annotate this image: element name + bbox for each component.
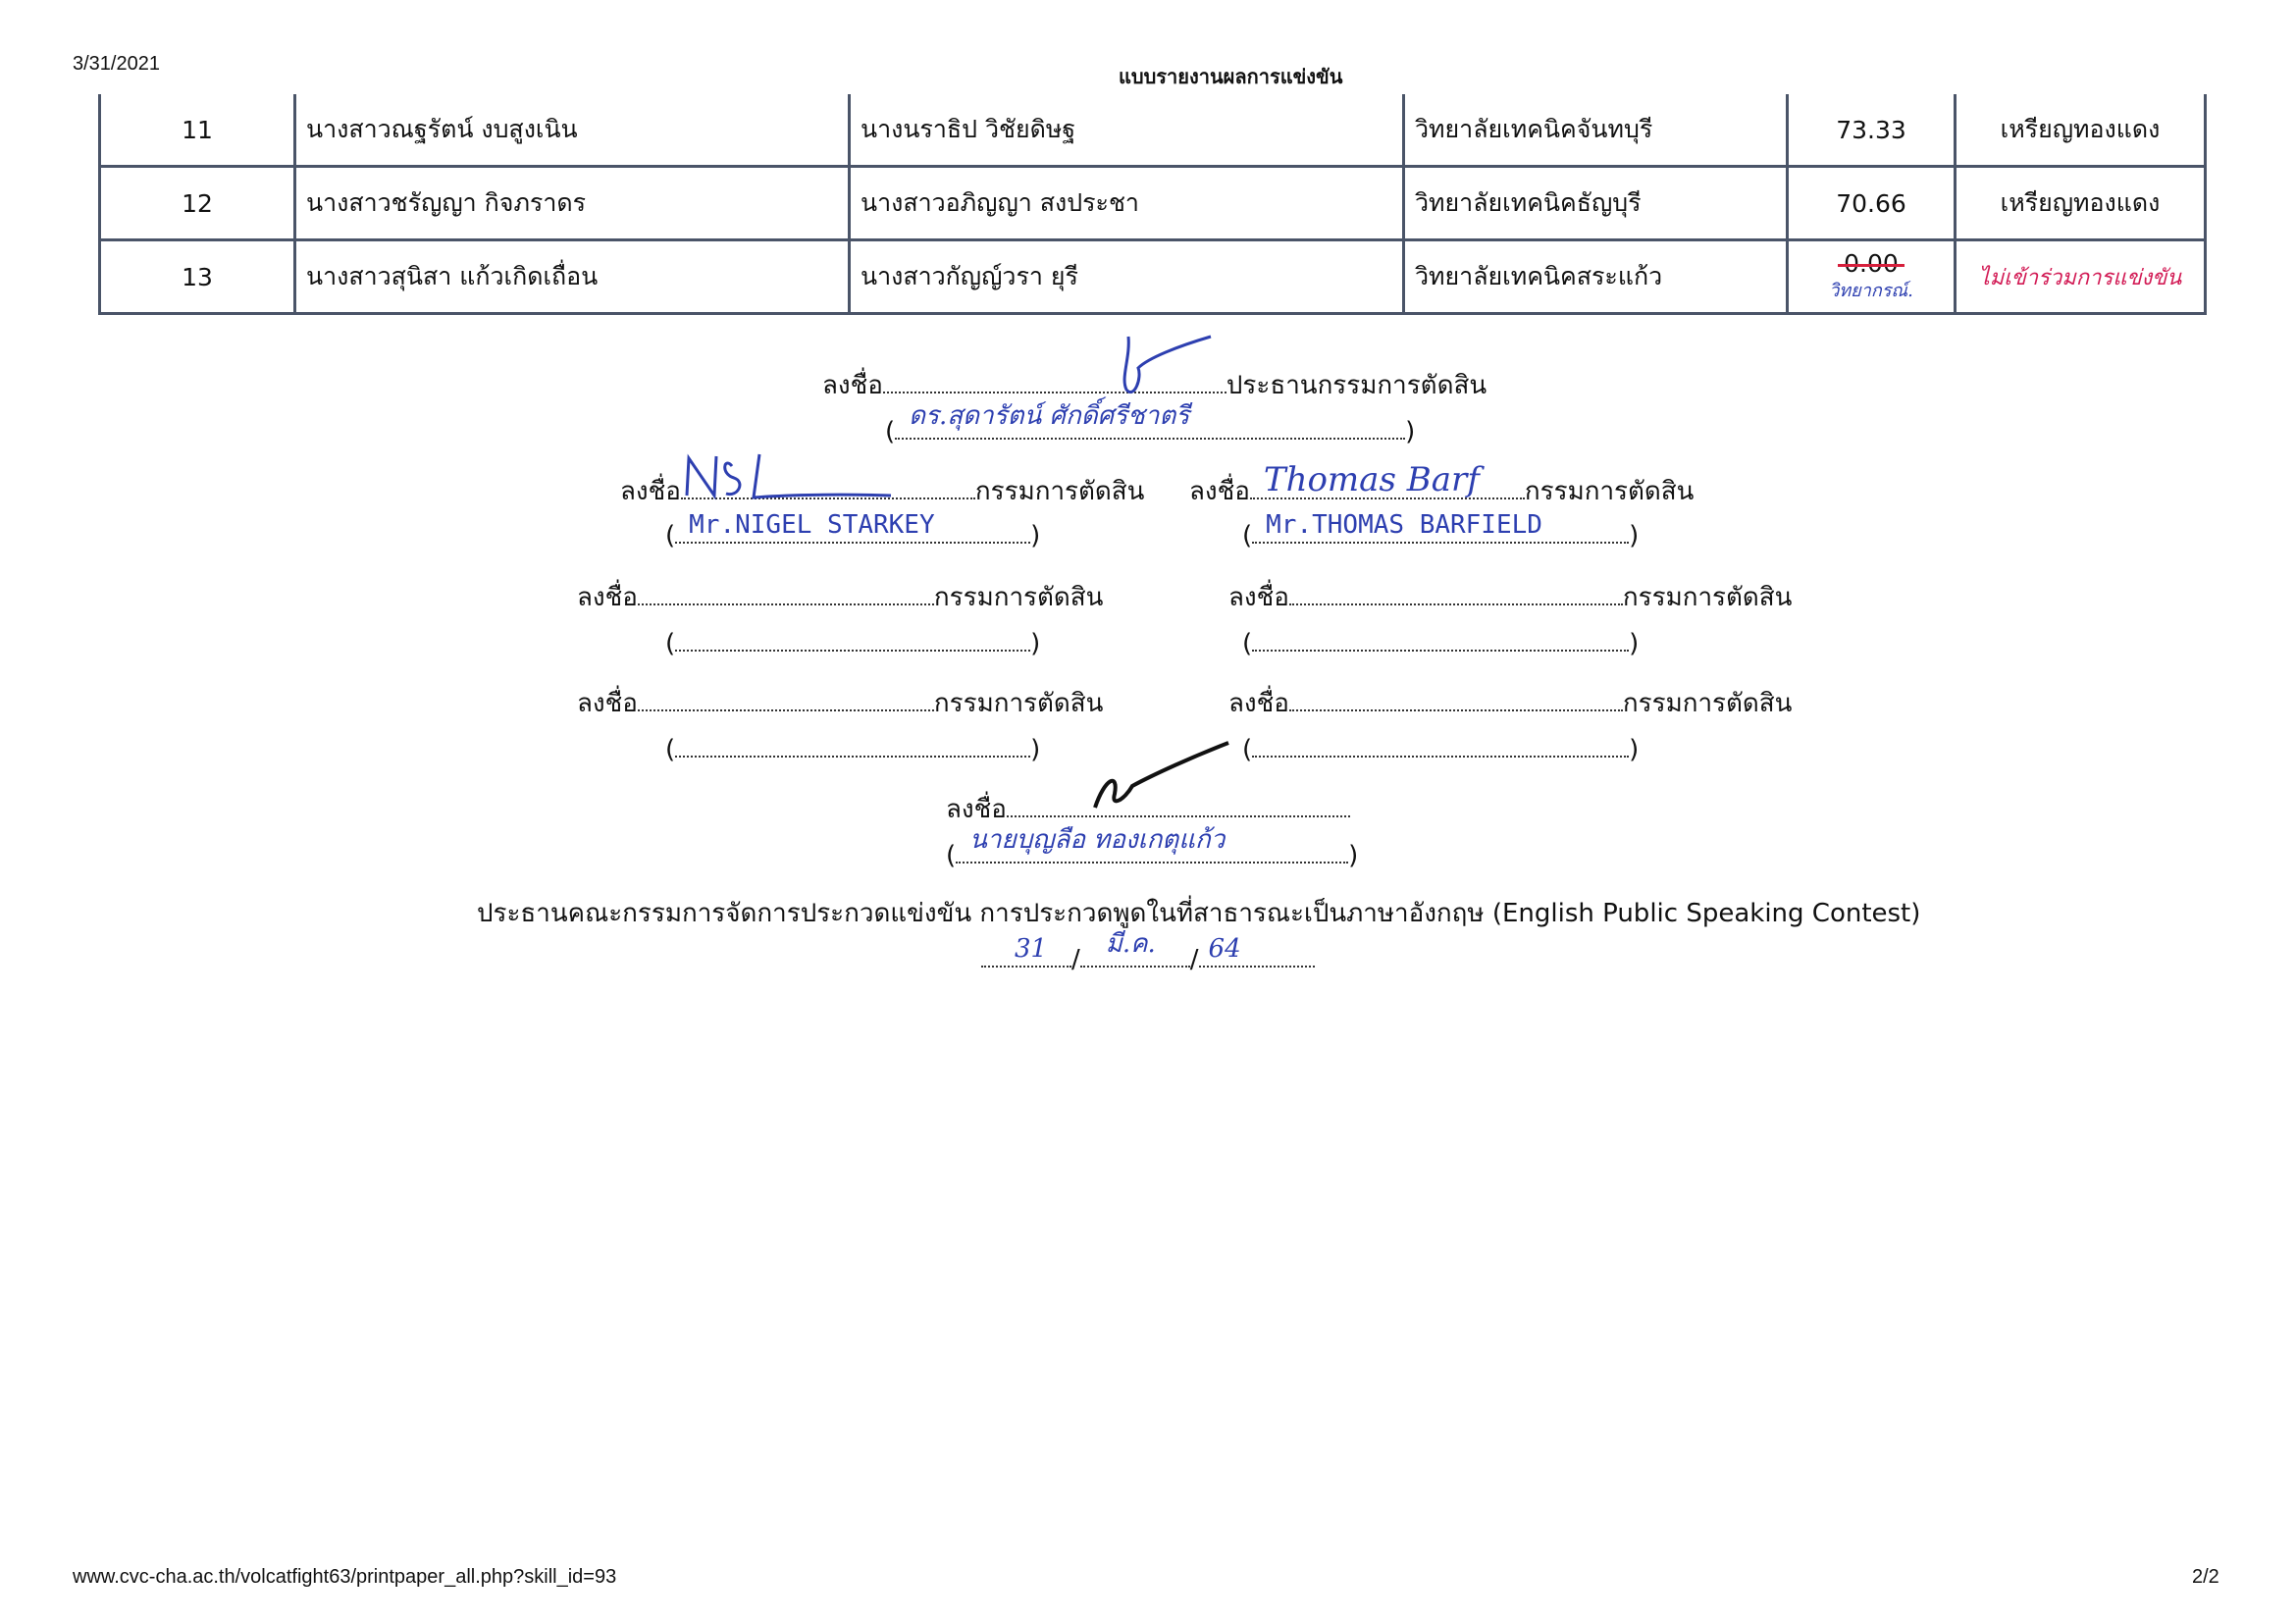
name-dots <box>675 734 1030 758</box>
school-name: วิทยาลัยเทคนิคธัญบุรี <box>1404 167 1788 240</box>
judge5-name-line: ( ) <box>665 735 1041 764</box>
sign-label: ลงชื่อ <box>620 477 681 506</box>
sign-label: ลงชื่อ <box>577 583 638 612</box>
judge3-title: กรรมการตัดสิน <box>933 583 1104 612</box>
judge2-name-handwritten: Mr.THOMAS BARFIELD <box>1266 510 1542 540</box>
page-number: 2/2 <box>2192 1566 2219 1588</box>
coach-name: นางสาวกัญญ์วรา ยุรี <box>850 240 1404 314</box>
judge6-name-line: ( ) <box>1242 735 1640 764</box>
judge5-signature-line <box>577 683 1103 723</box>
sign-label: ลงชื่อ <box>822 371 883 400</box>
date-year: 64 <box>1208 934 1241 964</box>
name-dots <box>956 825 1348 864</box>
award: เหรียญทองแดง <box>1956 167 2206 240</box>
signature-dots <box>1289 688 1623 711</box>
judge2-signature: Thomas Barf <box>1263 460 1480 499</box>
judge6-title: กรรมการตัดสิน <box>1622 689 1793 718</box>
chair-title: ประธานกรรมการตัดสิน <box>1226 371 1487 400</box>
score: 73.33 <box>1788 94 1956 167</box>
sign-label: ลงชื่อ <box>577 689 638 718</box>
school-name: วิทยาลัยเทคนิคจันทบุรี <box>1404 94 1788 167</box>
name-dots <box>1252 510 1629 544</box>
date-day-dots <box>981 934 1071 968</box>
results-table <box>98 94 2207 315</box>
award: เหรียญทองแดง <box>1956 94 2206 167</box>
organizer-title: ประธานคณะกรรมการจัดการประกวดแข่งขัน การประกวดพูดในที่สาธารณะเป็นภาษาอังกฤษ (English Public Speaking Contest) <box>477 899 1921 928</box>
name-dots <box>675 628 1030 652</box>
judge2-title: กรรมการตัดสิน <box>1524 477 1695 506</box>
signature-dots <box>1007 794 1350 817</box>
sign-label: ลงชื่อ <box>1228 583 1289 612</box>
name-dots <box>1252 734 1629 758</box>
table-row <box>100 94 2206 167</box>
struck-score: 0.00 <box>1844 249 1899 278</box>
signature-dots <box>638 582 934 605</box>
judge3-name-line: ( ) <box>665 629 1041 658</box>
name-dots <box>675 510 1030 544</box>
sign-label: ลงชื่อ <box>1189 477 1250 506</box>
score-cell <box>1788 240 1956 314</box>
organizer-name-line: ( นายบุญลือ ทองเกตุแก้ว ) <box>946 840 1358 870</box>
judge1-name-handwritten: Mr.NIGEL STARKEY <box>689 510 935 540</box>
school-name: วิทยาลัยเทคนิคสระแก้ว <box>1404 240 1788 314</box>
sign-label: ลงชื่อ <box>1228 689 1289 718</box>
row-number: 13 <box>100 240 295 314</box>
name-dots <box>1252 628 1629 652</box>
score-handwritten-note: วิทยากรณ์. <box>1829 281 1913 301</box>
signature-dots <box>883 370 1226 393</box>
footer-url: www.cvc-cha.ac.th/volcatfight63/printpaper_all.php?skill_id=93 <box>73 1566 617 1588</box>
row-number: 12 <box>100 167 295 240</box>
date-month-dots <box>1080 929 1190 968</box>
sign-label: ลงชื่อ <box>946 795 1007 824</box>
judge4-name-line: ( ) <box>1242 629 1640 658</box>
coach-name: นางสาวอภิญญา สงประชา <box>850 167 1404 240</box>
contestant-name: นางสาวณฐรัตน์ งบสูงเนิน <box>295 94 850 167</box>
signature-dots <box>1250 460 1525 499</box>
judge1-name-line: ( Mr.NIGEL STARKEY ) <box>665 510 1041 550</box>
contestant-name: นางสาวชรัญญา กิจภราดร <box>295 167 850 240</box>
coach-name: นางนราธิป วิชัยดิษฐ <box>850 94 1404 167</box>
contestant-name: นางสาวสุนิสา แก้วเกิดเถื่อน <box>295 240 850 314</box>
judge1-title: กรรมการตัดสิน <box>974 477 1145 506</box>
judge1-signature-mark <box>681 452 897 501</box>
organizer-name-handwritten: นายบุญลือ ทองเกตุแก้ว <box>969 825 1226 855</box>
chair-name-handwritten: ดร.สุดารัตน์ ศักดิ์ศรีชาตรี <box>909 401 1190 431</box>
name-dots <box>895 401 1405 440</box>
organizer-signature-mark <box>1085 739 1232 817</box>
date-year-dots <box>1199 934 1315 968</box>
signature-dots <box>1289 582 1623 605</box>
signing-date: 31 / มี.ค. / 64 <box>981 944 1315 974</box>
judge4-signature-line <box>1228 577 1792 617</box>
date-day: 31 <box>1015 934 1048 964</box>
judge4-title: กรรมการตัดสิน <box>1622 583 1793 612</box>
score: 70.66 <box>1788 167 1956 240</box>
row-number: 11 <box>100 94 295 167</box>
page-title: แบบรายงานผลการแข่งขัน <box>1119 67 1343 88</box>
table-row <box>100 167 2206 240</box>
signature-dots <box>681 476 975 499</box>
judge3-signature-line <box>577 577 1103 617</box>
judge2-name-line: ( Mr.THOMAS BARFIELD ) <box>1242 510 1640 550</box>
judge6-signature-line <box>1228 683 1792 723</box>
date-month: มี.ค. <box>1105 929 1156 959</box>
judge1-signature-line <box>620 471 1144 511</box>
award-handwritten-note: ไม่เข้าร่วมการแข่งขัน <box>1956 240 2206 314</box>
judge5-title: กรรมการตัดสิน <box>933 689 1104 718</box>
table-row <box>100 240 2206 314</box>
chair-name-line: ( ดร.สุดารัตน์ ศักดิ์ศรีชาตรี ) <box>885 416 1415 446</box>
judge2-signature-line <box>1189 460 1695 511</box>
signature-dots <box>638 688 934 711</box>
print-date: 3/31/2021 <box>73 53 160 75</box>
